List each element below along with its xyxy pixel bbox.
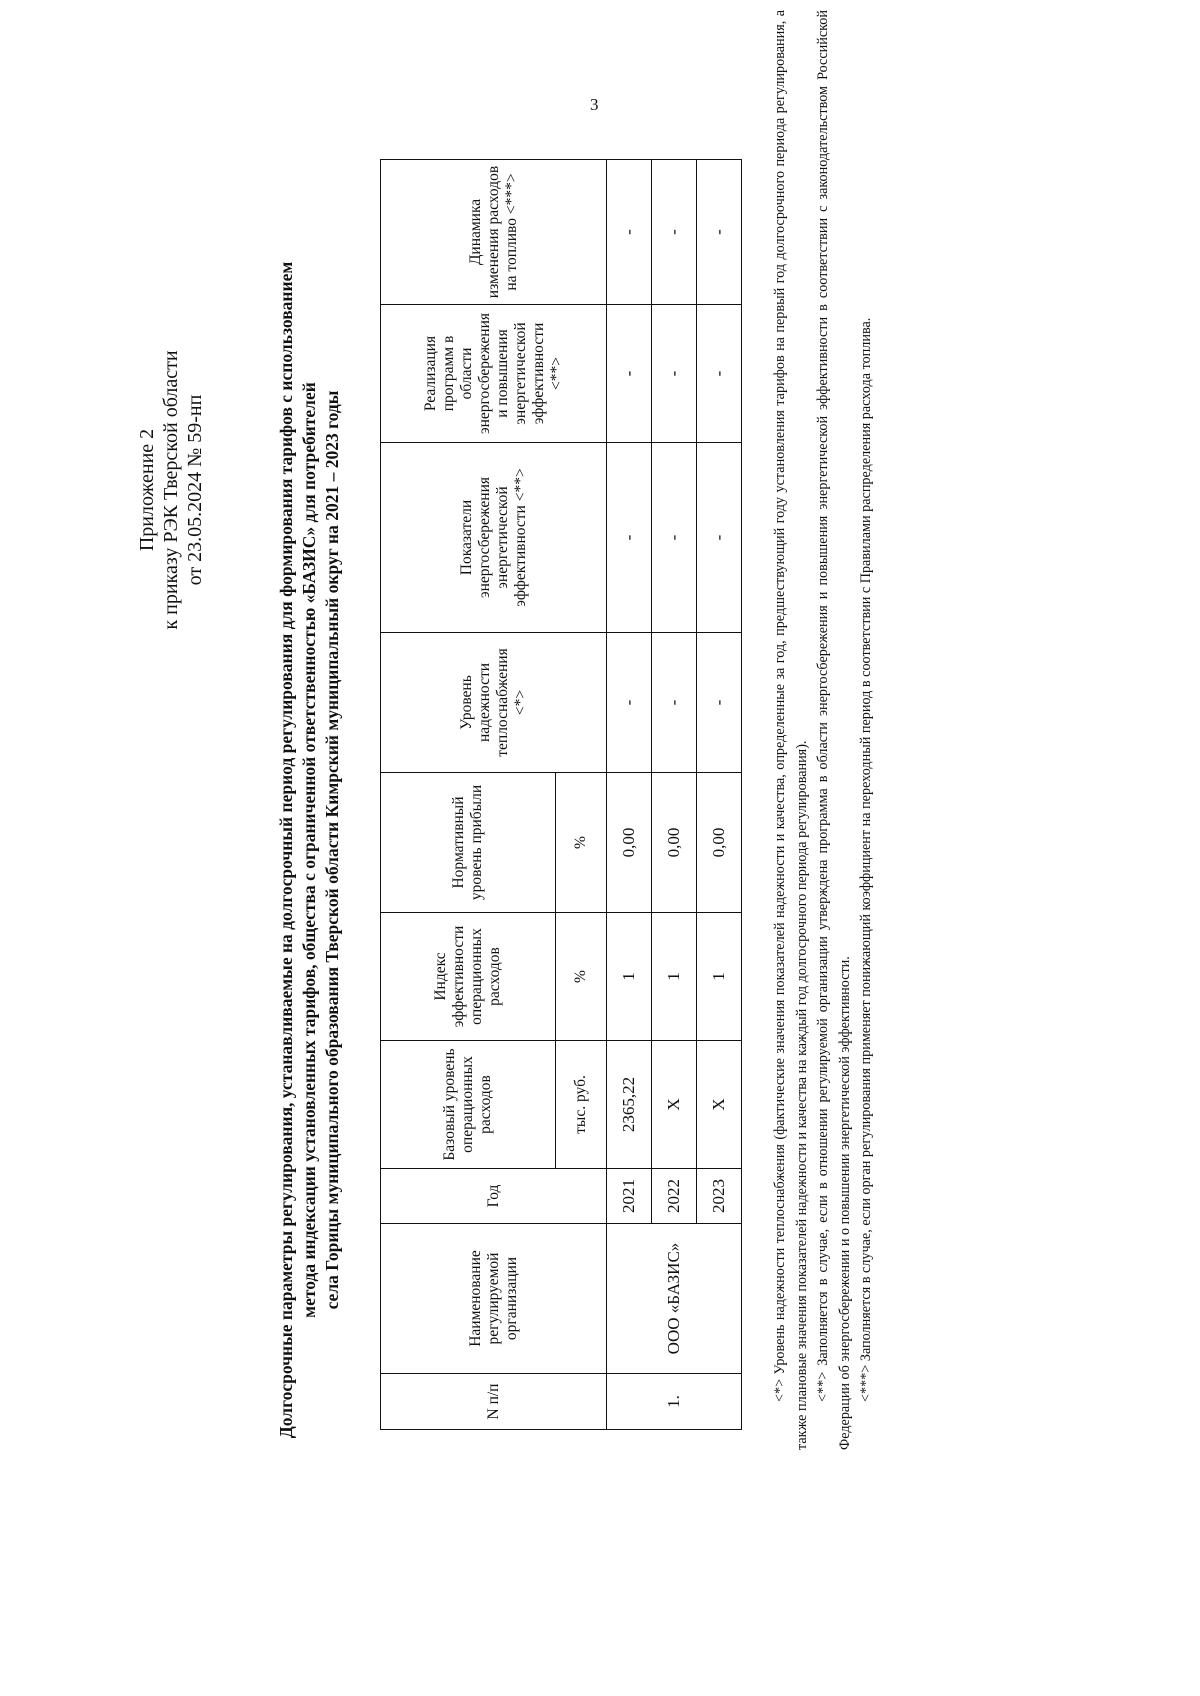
- cell-year: 2023: [697, 1169, 742, 1224]
- cell-energy-indicators: -: [652, 443, 697, 633]
- cell-energy-programs: -: [607, 305, 652, 443]
- unit-profit: %: [556, 773, 607, 913]
- cell-reliability: -: [697, 633, 742, 773]
- table-row: [607, 160, 652, 1430]
- landscape-page: [45, 10, 1155, 1650]
- cell-base: 2365,22: [607, 1041, 652, 1169]
- cell-index: 1: [697, 913, 742, 1041]
- footnote-fuel: <***> Заполняется в случае, если орган регулирования применяет понижающий коэффициент на переходный период в соответствии с Правилами распределения расхода топлива.: [858, 317, 874, 1402]
- cell-fuel: -: [697, 160, 742, 305]
- cell-year: 2021: [607, 1169, 652, 1224]
- header-energy-programs: Реализация программ в области энергосбережения и повышения энергетической эффективности <**>: [381, 305, 607, 443]
- cell-fuel: -: [607, 160, 652, 305]
- header-fuel-dynamics: Динамика изменения расходов на топливо <***>: [381, 160, 607, 305]
- header-efficiency-index: Индекс эффективности операционных расходов: [381, 913, 556, 1041]
- cell-energy-programs: -: [697, 305, 742, 443]
- cell-fuel: -: [652, 160, 697, 305]
- unit-base: тыс. руб.: [556, 1041, 607, 1169]
- cell-reliability: -: [652, 633, 697, 773]
- page-number: 3: [590, 95, 599, 114]
- cell-year: 2022: [652, 1169, 697, 1224]
- appendix-line-3: от 23.05.2024 № 59-нп: [184, 394, 206, 586]
- footnote-reliability: <*> Уровень надежности теплоснабжения (фактические значения показателей надежности и качества, определенные за год, предшествующий году установления тарифов на первый год долгосрочного периода регулирования, а также плановые значения показателей надежности и качества на каждый год долгосрочного периода регулирования).: [772, 10, 810, 1450]
- header-reliability: Уровень надежности теплоснабжения <*>: [381, 633, 607, 773]
- parameters-table: [380, 159, 742, 1430]
- table-header-row: [381, 160, 556, 1430]
- cell-energy-programs: -: [652, 305, 697, 443]
- cell-profit: 0,00: [697, 773, 742, 913]
- unit-index: %: [556, 913, 607, 1041]
- header-organization: Наименование регулируемой организации: [381, 1224, 607, 1374]
- cell-energy-indicators: -: [607, 443, 652, 633]
- header-year: Год: [381, 1169, 607, 1224]
- header-profit-level: Нормативный уровень прибыли: [381, 773, 556, 913]
- heading-line-1: Долгосрочные параметры регулирования, устанавливаемые на долгосрочный период регулирования для формирования тарифов с использованием: [276, 261, 296, 1439]
- appendix-line-1: Приложение 2: [136, 428, 158, 552]
- document-heading: [275, 50, 344, 1650]
- header-base-opex: Базовый уровень операционных расходов: [381, 1041, 556, 1169]
- footnote-energy-program: <**> Заполняется в случае, если в отношении регулируемой организации утверждена программа в области энергосбережения и повышения энергетической эффективности в соответствии с законодательством Российской Федерации об энергосбережении и о повышении энергетической эффективности.: [815, 10, 853, 1450]
- row-number: 1.: [607, 1374, 742, 1430]
- cell-reliability: -: [607, 633, 652, 773]
- header-energy-indicators: Показатели энергосбережения энергетической эффективности <**>: [381, 443, 607, 633]
- cell-profit: 0,00: [607, 773, 652, 913]
- heading-line-3: села Горицы муниципального образования Тверской области Кимрский муниципальный округ на 2021 – 2023 годы: [322, 390, 342, 1310]
- appendix-line-2: к приказу РЭК Тверской области: [160, 350, 182, 630]
- footnotes: [770, 10, 878, 1450]
- cell-base: Х: [652, 1041, 697, 1169]
- appendix-reference: [135, 280, 207, 700]
- header-n: N п/п: [381, 1374, 607, 1430]
- heading-line-2: метода индексации установленных тарифов, общества с ограниченной ответственностью «БАЗИС» для потребителей: [299, 382, 319, 1318]
- cell-index: 1: [607, 913, 652, 1041]
- organization-name: ООО «БАЗИС»: [607, 1224, 742, 1374]
- cell-base: Х: [697, 1041, 742, 1169]
- cell-index: 1: [652, 913, 697, 1041]
- cell-energy-indicators: -: [697, 443, 742, 633]
- cell-profit: 0,00: [652, 773, 697, 913]
